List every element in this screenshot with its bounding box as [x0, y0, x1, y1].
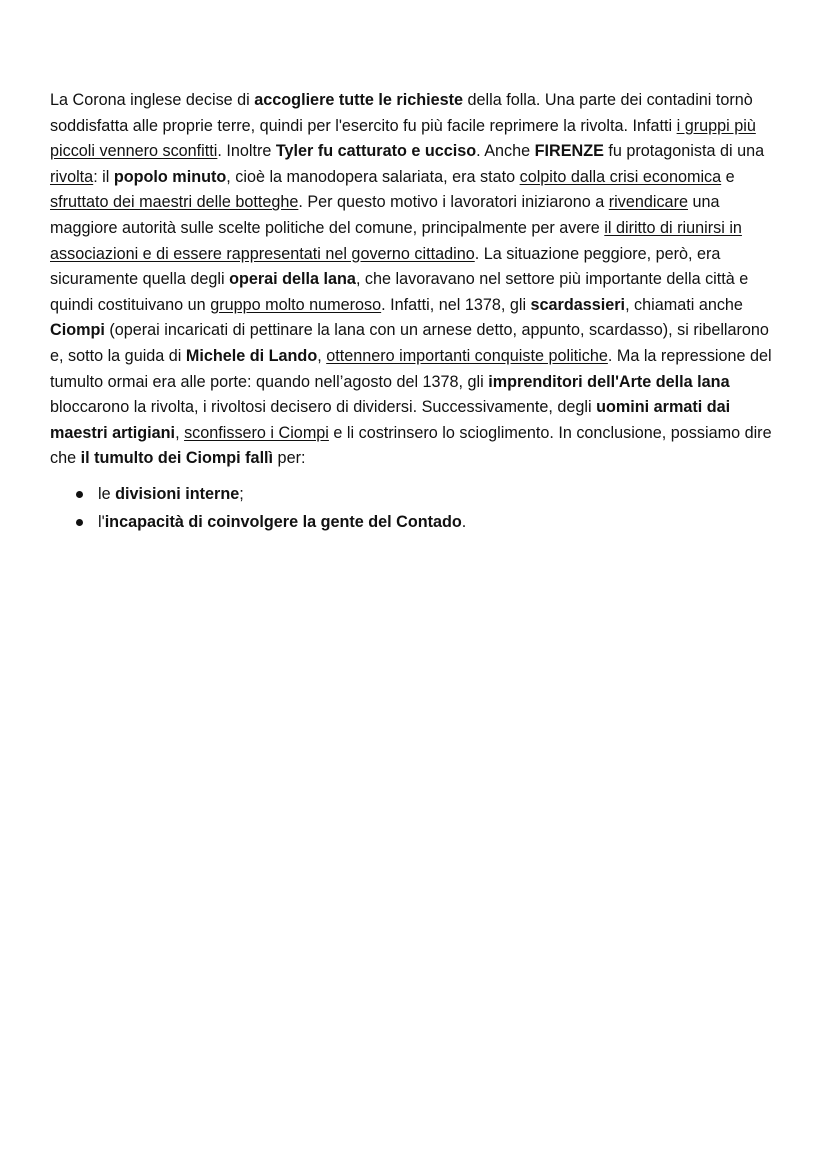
bold-text: uomini armati dai maestri artigiani	[50, 398, 731, 442]
list-item	[50, 510, 778, 536]
bullet-dot-icon	[76, 519, 83, 526]
underlined-text: gruppo molto numeroso	[210, 295, 382, 314]
bold-text: divisioni interne	[115, 484, 240, 503]
text-run: e li costrinsero lo scioglimento. In conclusione, possiamo dire che	[50, 423, 772, 468]
bold-text: operai della lana	[229, 270, 356, 289]
text-run: , che lavoravano nel settore più importante della città e quindi costituivano un	[50, 270, 749, 314]
text-run: ,	[317, 346, 327, 365]
text-run: . Per questo motivo i lavoratori iniziarono a	[298, 193, 609, 212]
underlined-text: rivolta	[50, 167, 94, 186]
underlined-text: colpito dalla crisi economica	[519, 167, 722, 186]
text-run: , cioè la manodopera salariata, era stato	[226, 167, 520, 186]
bold-text: Michele di Lando	[185, 346, 318, 365]
text-run: e	[721, 167, 735, 186]
text-run: La Corona inglese decise di	[50, 91, 255, 109]
text-run: ,	[175, 423, 185, 442]
bold-text: FIRENZE	[534, 142, 604, 161]
text-run: ;	[239, 484, 244, 503]
bold-text: popolo minuto	[113, 167, 227, 186]
text-run: fu protagonista di una	[603, 142, 765, 161]
text-run: .	[461, 512, 467, 531]
bold-text: il tumulto dei Ciompi fallì	[80, 449, 274, 468]
text-run: bloccarono la rivolta, i rivoltosi decisero di dividersi. Successivamente, degli	[50, 398, 597, 417]
bold-text: incapacità di coinvolgere la gente del Contado	[104, 512, 462, 531]
bold-text: imprenditori dell'Arte della lana	[488, 372, 730, 391]
underlined-text: sfruttato dei maestri delle botteghe	[50, 193, 299, 212]
text-run: . Infatti, nel 1378, gli	[381, 295, 531, 314]
bold-text: Ciompi	[50, 321, 105, 340]
underlined-text: rivendicare	[608, 193, 688, 212]
text-run: . Inoltre	[217, 142, 276, 161]
text-run: l'	[98, 512, 105, 531]
text-run: (operai incaricati di pettinare la lana con un arnese detto, appunto, scardasso), si ribellarono e, sotto la guida di	[50, 321, 769, 365]
bold-text: scardassieri	[530, 295, 626, 314]
list-item	[50, 482, 778, 508]
bold-text: Tyler fu catturato e ucciso	[275, 142, 477, 161]
underlined-text: i gruppi più piccoli vennero sconfitti	[50, 116, 756, 161]
body-paragraph	[50, 88, 778, 472]
text-run: della folla. Una parte dei contadini tornò soddisfatta alle proprie terre, quindi per l'esercito fu più facile reprimere la rivolta. Infatti	[50, 91, 753, 135]
text-run: : il	[93, 167, 114, 186]
bold-text: accogliere tutte le richieste	[254, 91, 464, 109]
underlined-text: il diritto di riunirsi in associazioni e di essere rappresentati nel governo cittadino	[50, 218, 742, 263]
underlined-text: sconfissero i Ciompi	[184, 423, 329, 442]
bullet-list	[50, 482, 778, 535]
text-run: . Ma la repressione del tumulto ormai era alle porte: quando nell’agosto del 1378, gli	[50, 346, 772, 391]
text-run: le	[98, 484, 116, 503]
text-run: . Anche	[476, 142, 535, 161]
text-run: una maggiore autorità sulle scelte politiche del comune, principalmente per avere	[50, 193, 720, 237]
underlined-text: ottennero importanti conquiste politiche	[326, 346, 608, 365]
text-run: . La situazione peggiore, però, era sicuramente quella degli	[50, 244, 721, 289]
bullet-dot-icon	[76, 491, 83, 498]
document-page	[50, 88, 778, 537]
text-run: per:	[273, 449, 306, 468]
text-run: , chiamati anche	[625, 295, 743, 314]
